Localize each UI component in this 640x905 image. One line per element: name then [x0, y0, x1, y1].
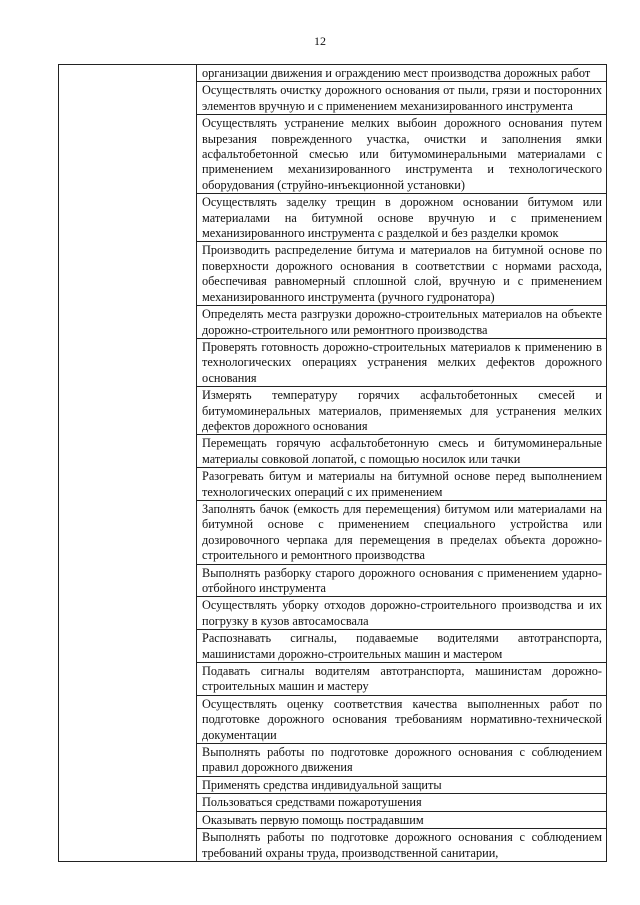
right-column-cell — [197, 65, 607, 862]
list-item: Выполнять разборку старого дорожного основания с применением ударно-отбойного инструмента — [197, 565, 606, 598]
skills-list — [197, 65, 606, 861]
list-item: Осуществлять заделку трещин в дорожном основании битумом или материалами на битумной основе вручную и с применением механизированного инструмента с разделкой и без разделки кромок — [197, 194, 606, 242]
list-item: Измерять температуру горячих асфальтобетонных смесей и битумоминеральных материалов, применяемых для устранения мелких дефектов дорожного основания — [197, 387, 606, 435]
list-item: Осуществлять очистку дорожного основания от пыли, грязи и посторонних элементов вручную и с применением механизированного инструмента — [197, 82, 606, 115]
list-item: Распознавать сигналы, подаваемые водителями автотранспорта, машинистами дорожно-строительных машин и мастером — [197, 630, 606, 663]
list-item: Разогревать битум и материалы на битумной основе перед выполнением технологических операций с их применением — [197, 468, 606, 501]
list-item: Перемещать горячую асфальтобетонную смесь и битумоминеральные материалы совковой лопатой, с помощью носилок или тачки — [197, 435, 606, 468]
list-item: Производить распределение битума и материалов на битумной основе по поверхности дорожного основания в соответствии с нормами расхода, обеспечивая равномерный сплошной слой, вручную и с применением механизированного инструмента (ручного гудронатора) — [197, 242, 606, 306]
list-item: Применять средства индивидуальной защиты — [197, 777, 606, 794]
list-item: Оказывать первую помощь пострадавшим — [197, 812, 606, 829]
list-item: Выполнять работы по подготовке дорожного основания с соблюдением правил дорожного движения — [197, 744, 606, 777]
list-item: Осуществлять оценку соответствия качества выполненных работ по подготовке дорожного основания требованиям нормативно-технической документации — [197, 696, 606, 744]
page-number: 12 — [314, 34, 326, 48]
table-row — [59, 65, 607, 862]
list-item: Заполнять бачок (емкость для перемещения) битумом или материалами на битумной основе с применением специального устройства или дозировочного черпака для перемещения в пределах объекта дорожно-строительного и ремонтного производства — [197, 501, 606, 565]
list-item: Осуществлять уборку отходов дорожно-строительного производства и их погрузку в кузов автосамосвала — [197, 597, 606, 630]
list-item: Определять места разгрузки дорожно-строительных материалов на объекте дорожно-строительного или ремонтного производства — [197, 306, 606, 339]
list-item: Пользоваться средствами пожаротушения — [197, 794, 606, 811]
list-item: Выполнять работы по подготовке дорожного основания с соблюдением требований охраны труда, производственной санитарии, — [202, 830, 602, 860]
list-item: Проверять готовность дорожно-строительных материалов к применению в технологических операциях устранения мелких дефектов дорожного основания — [197, 339, 606, 387]
list-item: Осуществлять устранение мелких выбоин дорожного основания путем вырезания поврежденного участка, очистки и заполнения ямки асфальтобетонной смесью или битумоминеральными материалами с применением механизированного инструмента и технологического оборудования (струйно-инъекционной установки) — [197, 115, 606, 194]
document-table — [58, 64, 607, 862]
list-item: Подавать сигналы водителям автотранспорта, машинистам дорожно-строительных машин и мастеру — [197, 663, 606, 696]
list-item: организации движения и ограждению мест производства дорожных работ — [197, 65, 606, 82]
left-column-cell — [59, 65, 197, 862]
